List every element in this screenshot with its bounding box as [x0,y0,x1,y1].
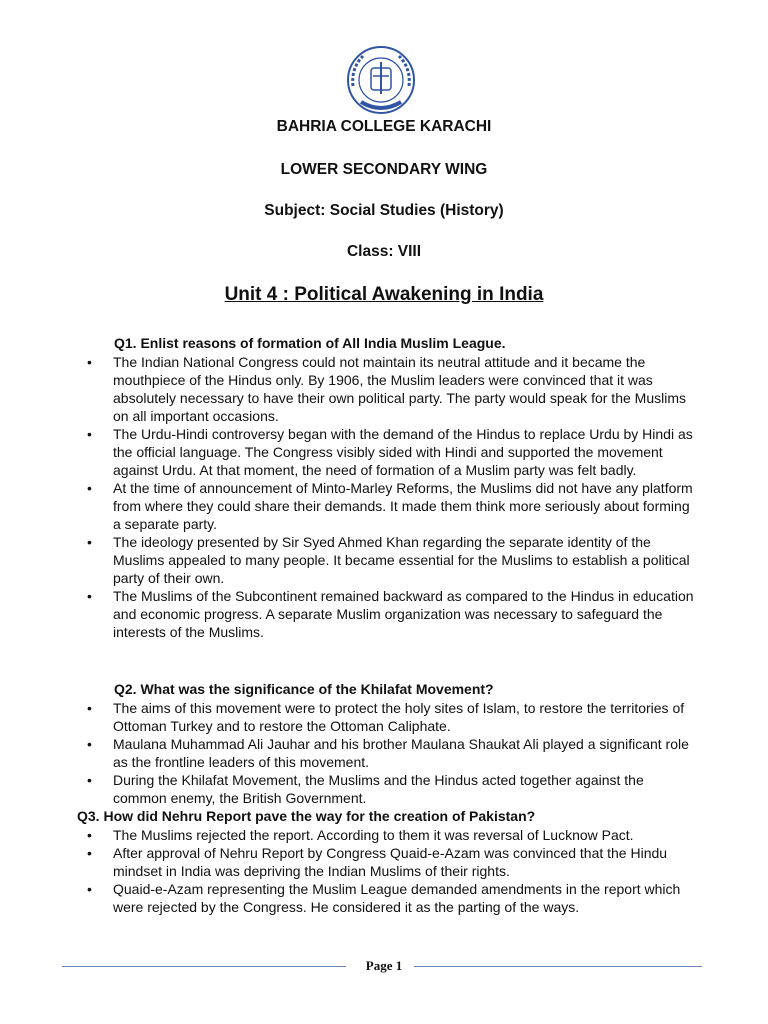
question-3-answers [87,826,697,916]
subject-line: Subject: Social Studies (History) [264,202,504,219]
question-1: Q1. Enlist reasons of formation of All India Muslim League. [114,335,506,351]
list-item: • The Muslims of the Subcontinent remained backward as compared to the Hindus in education and economic progress. A separate Muslim organization was necessary to safeguard the interests of the Muslims. [87,587,697,641]
list-item: • During the Khilafat Movement, the Muslims and the Hindus acted together against the common enemy, the British Government. [87,771,697,807]
class-line: Class: VIII [346,243,422,260]
list-item: • The aims of this movement were to protect the holy sites of Islam, to restore the territories of Ottoman Turkey and to restore the Ottoman Caliphate. [87,699,697,735]
unit-title: Unit 4 : Political Awakening in India [224,284,544,305]
page-number: Page 1 [365,958,403,973]
list-item: • The ideology presented by Sir Syed Ahmed Khan regarding the separate identity of the Muslims appealed to many people. It became essential for the Muslims to establish a political party of their own. [87,533,697,587]
list-item: • Quaid-e-Azam representing the Muslim League demanded amendments in the report which were rejected by the Congress. He considered it as the parting of the ways. [87,880,697,916]
list-item: • The Muslims rejected the report. According to them it was reversal of Lucknow Pact. [87,826,697,844]
list-item: • The Indian National Congress could not maintain its neutral attitude and it became the mouthpiece of the Hindus only. By 1906, the Muslim leaders were convinced that it was absolutely necessary to have their own political party. The party would speak for the Muslims on all important occasions. [87,353,697,425]
question-1-answers [87,353,697,641]
college-name: BAHRIA COLLEGE KARACHI [276,118,492,135]
wing-name: LOWER SECONDARY WING [280,161,488,178]
college-crest-logo [343,42,419,118]
list-item: • At the time of announcement of Minto-Marley Reforms, the Muslims did not have any platform from where they could share their demands. It made them think more seriously about forming a separate party. [87,479,697,533]
question-2: Q2. What was the significance of the Khilafat Movement? [114,681,494,697]
question-2-answers [87,699,697,807]
question-3: Q3. How did Nehru Report pave the way for the creation of Pakistan? [77,808,536,824]
list-item: • Maulana Muhammad Ali Jauhar and his brother Maulana Shaukat Ali played a significant role as the frontline leaders of this movement. [87,735,697,771]
list-item: • After approval of Nehru Report by Congress Quaid-e-Azam was convinced that the Hindu mindset in India was depriving the Indian Muslims of their rights. [87,844,697,880]
footer-rule-right [414,966,702,967]
list-item: • The Urdu-Hindi controversy began with the demand of the Hindus to replace Urdu by Hindi as the official language. The Congress visibly sided with Hindi and supported the movement against Urdu. At that moment, the need of formation of a Muslim party was felt badly. [87,425,697,479]
